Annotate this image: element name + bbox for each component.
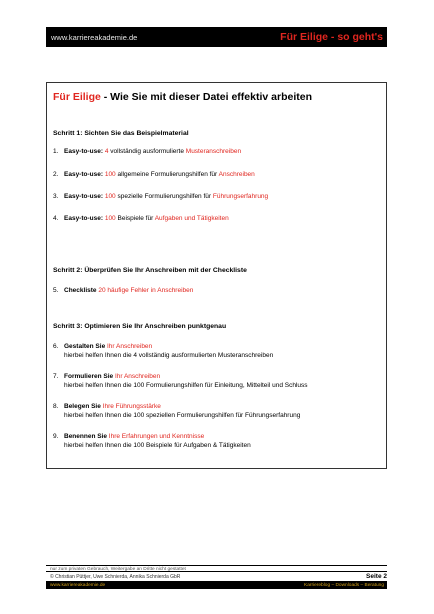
footer-copyright: © Christian Püttjer, Uwe Schnierda, Annika Schnierda GbR	[50, 574, 181, 580]
step1-title: Schritt 1: Sichten Sie das Beispielmaterial	[53, 130, 189, 137]
content-box	[46, 82, 387, 469]
footer-url[interactable]: www.karriereakademie.de	[50, 582, 106, 588]
list-item: 1. Easy-to-use: 4 vollständig ausformulierte Musteranschreiben	[53, 148, 242, 155]
page-heading	[53, 91, 312, 103]
footer-bar	[46, 581, 387, 589]
list-item: 7. Formulieren Sie Ihr Anschreiben hierbei helfen Ihnen die 100 Formulierungshilfen für Einleitung, Mittelteil und Schluss	[53, 373, 308, 389]
footer-note: nur zum privaten Gebrauch, Weitergabe an Dritte nicht gestattet	[46, 565, 387, 572]
header-title: Für Eilige - so geht's	[280, 31, 383, 43]
list-item: 5. Checkliste 20 häufige Fehler in Anschreiben	[53, 287, 194, 294]
list-item: 9. Benennen Sie Ihre Erfahrungen und Kenntnisse hierbei helfen Ihnen die 100 Beispiele für Aufgaben & Tätigkeiten	[53, 433, 251, 449]
step3-title: Schritt 3: Optimieren Sie Ihr Anschreiben punktgenau	[53, 323, 227, 330]
list-item: 3. Easy-to-use: 100 spezielle Formulierungshilfen für Führungserfahrung	[53, 193, 269, 200]
heading-red: Für Eilige	[53, 91, 101, 103]
list-item: 2. Easy-to-use: 100 allgemeine Formulierungshilfen für Anschreiben	[53, 171, 255, 178]
page-number: Seite 2	[366, 573, 387, 580]
footer-links[interactable]: Karriereblog – Downloads – Beratung	[304, 582, 384, 588]
list-item: 6. Gestalten Sie Ihr Anschreiben hierbei helfen Ihnen die 4 vollständig ausformulierten Musteranschreiben	[53, 343, 274, 359]
list-item: 4. Easy-to-use: 100 Beispiele für Aufgaben und Tätigkeiten	[53, 215, 229, 222]
header-url[interactable]: www.karriereakademie.de	[51, 32, 138, 42]
heading-rest: - Wie Sie mit dieser Datei effektiv arbeiten	[100, 91, 312, 103]
step2-title: Schritt 2: Überprüfen Sie Ihr Anschreiben mit der Checkliste	[53, 267, 247, 274]
list-item: 8. Belegen Sie Ihre Führungsstärke hierbei helfen Ihnen die 100 speziellen Formulierungshilfen für Führungserfahrung	[53, 403, 301, 419]
header-bar	[46, 27, 387, 47]
